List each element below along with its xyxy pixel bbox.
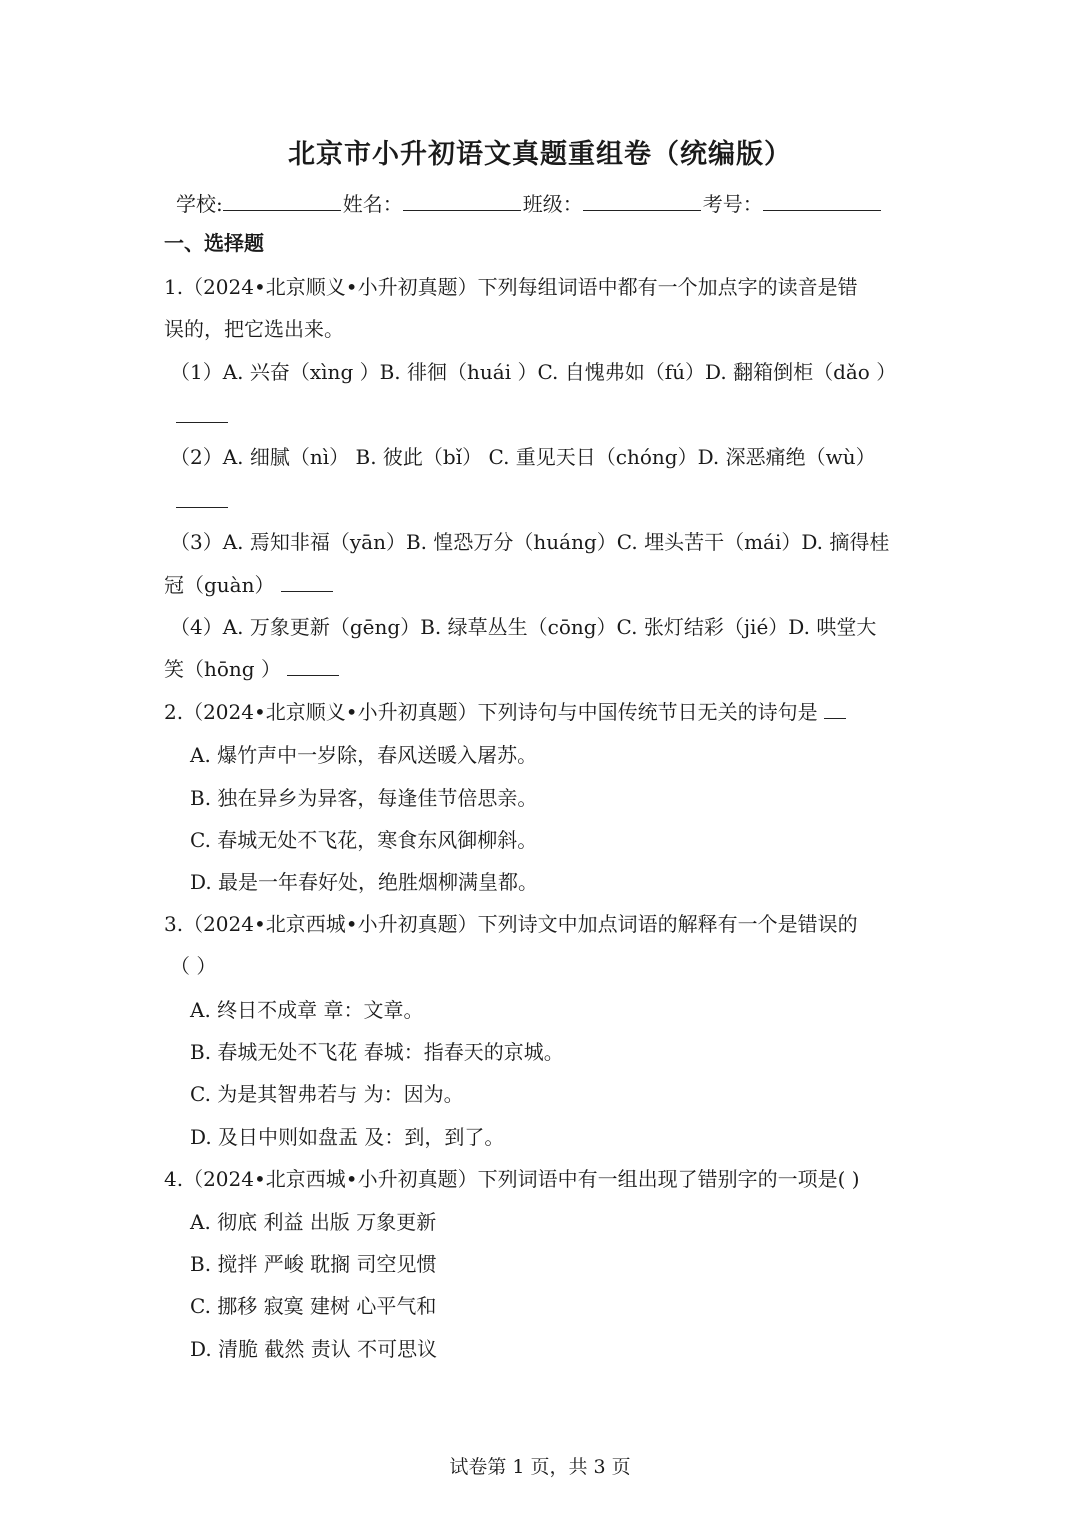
answer-blank (176, 404, 228, 423)
question-1-sub-2-answer (176, 487, 228, 515)
question-1-sub-1: （1）A. 兴奋（xìng ）B. 徘徊（huái ）C. 自愧弗如（fú）D. 翻箱倒柜（dǎo ） (170, 360, 897, 384)
question-1-sub-4: （4）A. 万象更新（gēng）B. 绿草丛生（cōng）C. 张灯结彩（jié）D. 哄堂大 (170, 615, 877, 639)
question-4-line-1: 4.（2024•北京西城•小升初真题）下列词语中有一组出现了错别字的一项是( ) (164, 1167, 860, 1191)
question-4-option-d: D. 清脆 截然 责认 不可思议 (190, 1337, 438, 1361)
answer-blank (176, 489, 228, 508)
name-blank (403, 192, 521, 211)
answer-blank (287, 657, 339, 676)
question-1-sub-4-cont (164, 655, 339, 683)
question-1-line-2: 误的，把它选出来。 (164, 317, 344, 341)
question-1-sub-3-cont-text: 冠（guàn） (164, 573, 275, 597)
question-3-option-d: D. 及日中则如盘盂 及：到，到了。 (190, 1125, 505, 1149)
question-1-sub-1-answer (176, 402, 228, 430)
question-2-text: 2.（2024•北京顺义•小升初真题）下列诗句与中国传统节日无关的诗句是 (164, 700, 818, 724)
question-3-option-b: B. 春城无处不飞花 春城：指春天的京城。 (190, 1040, 564, 1064)
question-2-option-b: B. 独在异乡为异客，每逢佳节倍思亲。 (190, 786, 538, 810)
question-2-option-d: D. 最是一年春好处，绝胜烟柳满皇都。 (190, 870, 539, 894)
question-1-line-1: 1.（2024•北京顺义•小升初真题）下列每组词语中都有一个加点字的读音是错 (164, 275, 858, 299)
question-4-option-a: A. 彻底 利益 出版 万象更新 (190, 1210, 437, 1234)
question-4-option-b: B. 搅拌 严峻 耽搁 司空见惯 (190, 1252, 437, 1276)
question-4-option-c: C. 挪移 寂寞 建树 心平气和 (190, 1294, 437, 1318)
question-1-sub-3: （3）A. 焉知非福（yān）B. 惶恐万分（huáng）C. 埋头苦干（mái）D. 摘得桂 (170, 530, 890, 554)
school-blank (223, 192, 341, 211)
page-footer: 试卷第 1 页，共 3 页 (449, 1456, 631, 1478)
answer-blank (281, 573, 333, 592)
section-heading: 一、选择题 (164, 231, 264, 255)
answer-blank (824, 700, 846, 719)
page-title: 北京市小升初语文真题重组卷（统编版） (288, 139, 792, 170)
class-label: 班级： (522, 192, 583, 216)
question-2-option-c: C. 春城无处不飞花，寒食东风御柳斜。 (190, 828, 538, 852)
exam-no-label: 考号： (702, 192, 763, 216)
question-1-sub-2: （2）A. 细腻（nì） B. 彼此（bǐ） C. 重见天日（chóng）D. 深恶痛绝（wù） (170, 445, 876, 469)
question-3-option-c: C. 为是其智弗若与 为：因为。 (190, 1082, 464, 1106)
question-2-line-1 (164, 698, 846, 726)
exam-no-blank (763, 192, 881, 211)
name-label: 姓名： (342, 192, 403, 216)
question-3-line-2: （ ） (170, 954, 217, 978)
class-blank (583, 192, 701, 211)
student-info-row (176, 188, 883, 217)
question-1-sub-3-cont (164, 571, 333, 599)
question-3-line-1: 3.（2024•北京西城•小升初真题）下列诗文中加点词语的解释有一个是错误的 (164, 912, 858, 936)
question-1-sub-4-cont-text: 笑（hōng ） (164, 657, 281, 681)
school-label: 学校: (176, 192, 223, 216)
question-2-option-a: A. 爆竹声中一岁除，春风送暖入屠苏。 (190, 743, 538, 767)
question-3-option-a: A. 终日不成章 章：文章。 (190, 998, 424, 1022)
